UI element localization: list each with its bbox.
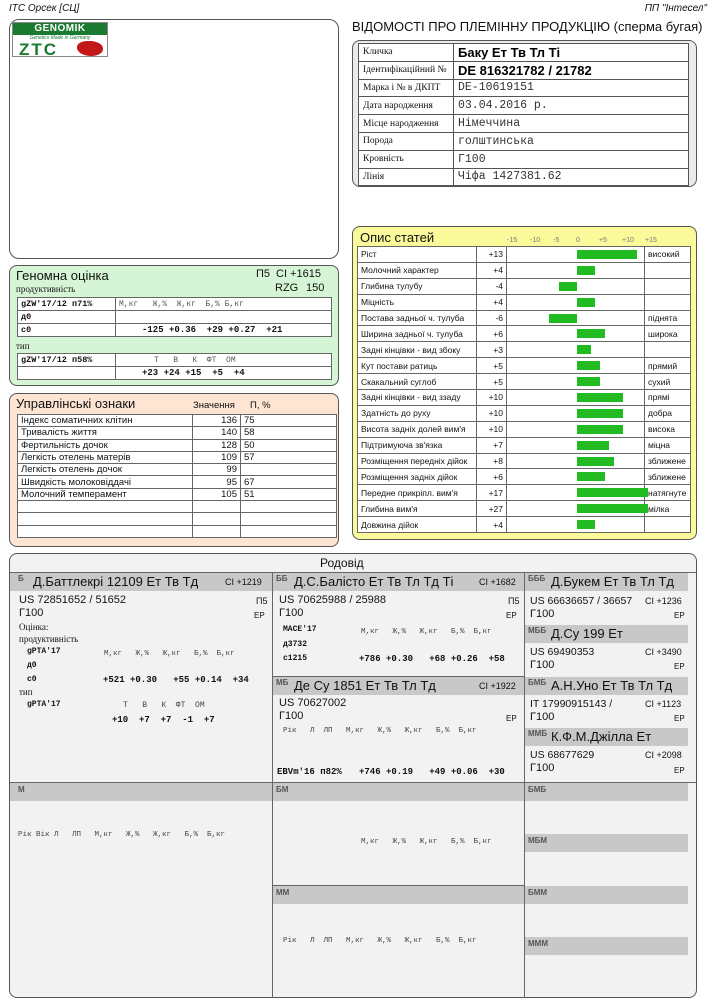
trait-bar (577, 457, 614, 466)
identity-key: Дата народження (359, 97, 454, 115)
genomik-logo (12, 22, 108, 57)
trait-bar (559, 282, 577, 291)
management-col-value: Значення (193, 400, 235, 411)
management-name (18, 513, 193, 525)
bmb-id: IT 17990915143 / (530, 698, 613, 710)
bb-code: MACE'17 (283, 625, 317, 634)
management-row (18, 451, 337, 463)
trait-name: Кут постави ратиць (358, 358, 477, 374)
b-tvalues: +10 +7 +7 -1 +7 (112, 715, 215, 725)
management-name: Фертильність дочок (18, 439, 193, 451)
trait-label: піднята (645, 310, 691, 326)
genomic-prod-label: продуктивність (16, 284, 76, 294)
trait-value: +13 (477, 247, 507, 263)
mb-id: US 70627002 (279, 697, 347, 709)
logo-brand: GENOMIK (13, 23, 107, 35)
trait-value: +10 (477, 390, 507, 406)
b-p5: П5 (256, 596, 268, 606)
management-percent: 51 (241, 488, 337, 500)
genomic-rzg-value: 150 (306, 282, 325, 294)
trait-row (358, 262, 691, 278)
bb-cols: М,кг Ж,% Ж,кг Б,% Б,кг (361, 628, 492, 636)
bb-ep: ЕР (506, 611, 517, 620)
management-row (18, 525, 337, 537)
trait-bar (577, 441, 609, 450)
trait-row (358, 294, 691, 310)
management-percent: 67 (241, 476, 337, 488)
pedigree-title: Родовід (320, 556, 364, 570)
management-value: 105 (193, 488, 241, 500)
management-row (18, 476, 337, 488)
management-col-percent: П, % (250, 400, 271, 411)
header-left: ITC Орсек [СЦ] (9, 3, 80, 14)
trait-bar (577, 298, 595, 307)
trait-value: +7 (477, 437, 507, 453)
trait-value: -6 (477, 310, 507, 326)
genomic-type-label: тип (16, 341, 30, 351)
bmb-ep: ЕР (674, 714, 685, 723)
trait-label: зближене (645, 453, 691, 469)
trait-name: Передне прикріпл. вим'я (358, 485, 477, 501)
bmb-ci: CI +1123 (645, 699, 682, 709)
trait-row (358, 342, 691, 358)
trait-label: широка (645, 326, 691, 342)
mmm-tag: МММ (528, 939, 548, 948)
b-tag: Б (18, 574, 24, 583)
trait-bar (577, 488, 648, 497)
trait-row (358, 278, 691, 294)
trait-name: Задні кінцівки - вид ззаду (358, 390, 477, 406)
trait-name: Ширина задньої ч. тулуба (358, 326, 477, 342)
trait-value: +10 (477, 421, 507, 437)
management-value: 140 (193, 427, 241, 439)
trait-row (358, 374, 691, 390)
trait-name: Розміщення задніх дійок (358, 469, 477, 485)
trait-row (358, 421, 691, 437)
trait-bar (577, 329, 605, 338)
scale-tick: +5 (599, 237, 607, 244)
management-value (193, 501, 241, 513)
mm-tag: ММ (276, 888, 290, 897)
mb-cols: Рік Л ЛП М,кг Ж,% Ж,кг Б,% Б,кг (283, 727, 477, 735)
management-percent (241, 525, 337, 537)
trait-value: +5 (477, 358, 507, 374)
management-name: Індекс соматичних клітин (18, 415, 193, 427)
genomic-type-table (17, 353, 332, 380)
trait-bar-cell (507, 358, 645, 374)
trait-row (358, 405, 691, 421)
management-name: Тривалість життя (18, 427, 193, 439)
genomic-c0-values: -125 +0.36 +29 +0.27 +21 (116, 324, 332, 337)
bb-d: д3732 (283, 640, 308, 649)
trait-value: +4 (477, 262, 507, 278)
trait-label: натягнуте (645, 485, 691, 501)
mmb-name: К.Ф.М.Джілла Ет (551, 729, 652, 744)
mb-values: +746 +0.19 +49 +0.06 +30 (359, 767, 505, 777)
trait-bar-cell (507, 294, 645, 310)
b-ci: CI +1219 (225, 577, 262, 587)
trait-bar (577, 425, 623, 434)
mmb-id: US 68677629 (530, 749, 595, 761)
management-table (17, 414, 337, 538)
trait-value: +17 (477, 485, 507, 501)
bb-blood: Г100 (279, 607, 304, 619)
b-blood: Г100 (19, 607, 44, 619)
band-m (10, 783, 272, 801)
trait-bar-cell (507, 278, 645, 294)
scale-tick: -15 (507, 237, 518, 244)
band-bmb2 (525, 783, 688, 801)
identity-value: DE-10619151 (454, 79, 689, 97)
trait-value: +6 (477, 326, 507, 342)
trait-bar (577, 250, 637, 259)
trait-row (358, 469, 691, 485)
management-name (18, 501, 193, 513)
band-bm (273, 783, 524, 801)
pedigree-box (9, 553, 697, 998)
trait-name: Задні кінцівки - вид збоку (358, 342, 477, 358)
header-right: ПП "Інтесел" (644, 3, 707, 14)
trait-bar (549, 314, 577, 323)
bbb-name: Д.Букем Ет Тв Тл Тд (551, 574, 674, 589)
band-bmm (525, 886, 688, 904)
trait-name: Скакальний суглоб (358, 374, 477, 390)
b-tcode: gPTA'17 (27, 700, 61, 709)
trait-row (358, 310, 691, 326)
trait-name: Здатність до руху (358, 405, 477, 421)
trait-bar-cell (507, 501, 645, 517)
m-cols: Рік Вік Л ЛП М,кг Ж,% Ж,кг Б,% Б,кг (18, 831, 226, 839)
identity-key: Марка і № в ДКПТ (359, 79, 454, 97)
identity-key: Порода (359, 132, 454, 150)
trait-label (645, 342, 691, 358)
trait-label: зближене (645, 469, 691, 485)
traits-table (357, 246, 691, 533)
trait-bar-cell (507, 326, 645, 342)
trait-bar (577, 345, 591, 354)
mm-cols: Рік Л ЛП М,кг Ж,% Ж,кг Б,% Б,кг (283, 937, 477, 945)
bb-c: с1215 (283, 654, 308, 663)
band-mmm (525, 937, 688, 955)
b-type: тип (19, 687, 33, 697)
b-c0: с0 (27, 675, 37, 684)
management-name (18, 525, 193, 537)
trait-row (358, 437, 691, 453)
trait-name: Молочний характер (358, 262, 477, 278)
bb-values: +786 +0.30 +68 +0.26 +58 (359, 654, 505, 664)
identity-value: 03.04.2016 р. (454, 97, 689, 115)
mmb-blood: Г100 (530, 762, 555, 774)
bb-p5: П5 (508, 596, 520, 606)
bmb2-tag: БМБ (528, 785, 547, 794)
band-mbm (525, 834, 688, 852)
bbb-ci: CI +1236 (645, 596, 682, 606)
trait-row (358, 453, 691, 469)
mmb-tag: ММБ (528, 729, 548, 738)
management-value: 99 (193, 464, 241, 476)
bmb-blood: Г100 (530, 711, 555, 723)
bbb-id: US 66636657 / 36657 (530, 595, 633, 607)
bmm-tag: БММ (528, 888, 548, 897)
identity-value: Г100 (454, 150, 689, 168)
management-percent (241, 513, 337, 525)
trait-label: високий (645, 247, 691, 263)
scale-tick: +15 (645, 237, 657, 244)
identity-table (358, 43, 689, 186)
bb-id: US 70625988 / 25988 (279, 594, 387, 606)
genomic-d0: д0 (18, 311, 116, 324)
trait-row (358, 485, 691, 501)
trait-bar-cell (507, 453, 645, 469)
management-row (18, 427, 337, 439)
management-percent: 75 (241, 415, 337, 427)
trait-name: Довжина дійок (358, 517, 477, 533)
trait-value: +4 (477, 517, 507, 533)
identity-row (359, 97, 689, 115)
bb-ci: CI +1682 (479, 577, 516, 587)
management-row (18, 464, 337, 476)
management-percent: 50 (241, 439, 337, 451)
management-row (18, 488, 337, 500)
trait-name: Міцність (358, 294, 477, 310)
identity-row (359, 61, 689, 79)
trait-bar-cell (507, 342, 645, 358)
mbb-blood: Г100 (530, 659, 555, 671)
management-percent: 57 (241, 451, 337, 463)
trait-row (358, 358, 691, 374)
trait-bar-cell (507, 405, 645, 421)
management-row (18, 415, 337, 427)
scale-tick: -10 (530, 237, 541, 244)
genomic-type-cols: Т В К ФТ ОМ (116, 354, 332, 367)
management-percent (241, 501, 337, 513)
trait-value: +4 (477, 294, 507, 310)
mb-ci: CI +1922 (479, 681, 516, 691)
trait-bar-cell (507, 517, 645, 533)
bmb-tag: БМБ (528, 678, 547, 687)
trait-bar (577, 393, 623, 402)
mmb-ep: ЕР (674, 766, 685, 775)
identity-row (359, 132, 689, 150)
trait-row (358, 390, 691, 406)
trait-value: +27 (477, 501, 507, 517)
mbm-tag: МБМ (528, 836, 548, 845)
management-name: Легкість отелень матерів (18, 451, 193, 463)
trait-value: +6 (477, 469, 507, 485)
management-value: 95 (193, 476, 241, 488)
genomic-prod-cols: М,кг Ж,% Ж,кг Б,% Б,кг (116, 298, 332, 311)
trait-name: Висота задніх долей вим'я (358, 421, 477, 437)
bm-cols: М,кг Ж,% Ж,кг Б,% Б,кг (361, 838, 492, 846)
management-percent: 58 (241, 427, 337, 439)
genomic-title: Геномна оцінка (16, 268, 109, 283)
genomic-type-head: gZW'17/12 п58% (18, 354, 116, 367)
identity-row (359, 150, 689, 168)
b-d0: д0 (27, 661, 37, 670)
management-name: Швидкість молоковіддачі (18, 476, 193, 488)
germany-map-icon (77, 41, 103, 56)
traits-title: Опис статей (360, 230, 435, 245)
identity-row (359, 79, 689, 97)
identity-value: Німеччина (454, 115, 689, 133)
trait-bar (577, 361, 600, 370)
identity-row (359, 44, 689, 62)
management-percent (241, 464, 337, 476)
mb-code: EBVm'16 п82% (277, 767, 342, 777)
identity-key: Ідентифікаційний № (359, 61, 454, 79)
trait-label: прямий (645, 358, 691, 374)
trait-label: сухий (645, 374, 691, 390)
page-title: ВІДОМОСТІ ПРО ПЛЕМІННУ ПРОДУКЦІЮ (сперма бугая) (352, 19, 703, 34)
trait-bar (577, 377, 600, 386)
trait-bar-cell (507, 469, 645, 485)
genomic-rzg: RZG (275, 282, 299, 294)
identity-key: Кровність (359, 150, 454, 168)
trait-value: -4 (477, 278, 507, 294)
trait-name: Глибина тулубу (358, 278, 477, 294)
logo-mark: ZTC (19, 40, 59, 59)
genomic-type-values: +23 +24 +15 +5 +4 (116, 367, 332, 380)
management-value (193, 513, 241, 525)
b-name: Д.Баттлекрі 12109 Ет Тв Тд (33, 574, 199, 589)
trait-label: мілка (645, 501, 691, 517)
identity-value: голштинська (454, 132, 689, 150)
trait-row (358, 501, 691, 517)
trait-name: Глибина вим'я (358, 501, 477, 517)
bb-name: Д.С.Балісто Ет Тв Тл Тд Ті (294, 574, 454, 589)
trait-bar (577, 266, 595, 275)
mb-blood: Г100 (279, 710, 304, 722)
m-tag: М (18, 785, 25, 794)
trait-bar-cell (507, 262, 645, 278)
trait-bar (577, 409, 623, 418)
b-c0-values: +521 +0.30 +55 +0.14 +34 (103, 675, 249, 685)
b-ep: ЕР (254, 611, 265, 620)
b-id: US 72851652 / 51652 (19, 594, 127, 606)
trait-label (645, 278, 691, 294)
genomic-prod-head: gZW'17/12 п71% (18, 298, 116, 311)
genomic-ci: CI +1615 (276, 268, 321, 280)
scale-tick: 0 (576, 237, 580, 244)
b-tcols: Т В К ФТ ОМ (123, 701, 205, 710)
trait-bar-cell (507, 485, 645, 501)
bbb-blood: Г100 (530, 608, 555, 620)
identity-row (359, 168, 689, 186)
genomic-p5: П5 (256, 268, 271, 280)
trait-bar-cell (507, 374, 645, 390)
identity-key: Місце народження (359, 115, 454, 133)
trait-bar-cell (507, 437, 645, 453)
management-name: Молочний темперамент (18, 488, 193, 500)
management-title: Управлінські ознаки (16, 396, 136, 411)
trait-bar (577, 472, 605, 481)
mbb-ci: CI +3490 (645, 647, 682, 657)
identity-key: Кличка (359, 44, 454, 62)
management-value: 109 (193, 451, 241, 463)
b-pcode: gPTA'17 (27, 647, 61, 656)
trait-label (645, 294, 691, 310)
bm-tag: БМ (276, 785, 289, 794)
trait-value: +5 (477, 374, 507, 390)
identity-row (359, 115, 689, 133)
trait-name: Постава задньої ч. тулуба (358, 310, 477, 326)
bmb-name: А.Н.Уно Ет Тв Тл Тд (551, 678, 673, 693)
bbb-tag: БББ (528, 574, 546, 583)
trait-bar-cell (507, 390, 645, 406)
mbb-name: Д.Су 199 Ет (551, 626, 623, 641)
management-row (18, 513, 337, 525)
identity-value: Чіфа 1427381.62 (454, 168, 689, 186)
mb-name: Де Су 1851 Ет Тв Тл Тд (294, 678, 436, 693)
bb-tag: ББ (276, 574, 288, 583)
management-name: Легкість отелень дочок (18, 464, 193, 476)
b-prod: продуктивність (19, 634, 79, 644)
bbb-ep: ЕР (674, 611, 685, 620)
band-mm (273, 886, 524, 904)
trait-value: +10 (477, 405, 507, 421)
trait-bar (577, 504, 648, 513)
management-value: 136 (193, 415, 241, 427)
scale-tick: -5 (553, 237, 560, 244)
mb-tag: МБ (276, 678, 289, 687)
mbb-tag: МББ (528, 626, 547, 635)
trait-label (645, 517, 691, 533)
b-eval: Оцінка: (19, 622, 49, 632)
management-value (193, 525, 241, 537)
trait-name: Ріст (358, 247, 477, 263)
trait-row (358, 326, 691, 342)
b-pcols: М,кг Ж,% Ж,кг Б,% Б,кг (104, 650, 235, 658)
trait-name: Розміщення передніх дійок (358, 453, 477, 469)
scale-tick: +10 (622, 237, 634, 244)
genomic-prod-table (17, 297, 332, 337)
trait-label: прямі (645, 390, 691, 406)
trait-value: +8 (477, 453, 507, 469)
trait-label (645, 262, 691, 278)
trait-label: добра (645, 405, 691, 421)
trait-row (358, 247, 691, 263)
management-row (18, 439, 337, 451)
identity-value: DE 816321782 / 21782 (454, 61, 689, 79)
trait-bar-cell (507, 421, 645, 437)
trait-value: +3 (477, 342, 507, 358)
mbb-id: US 69490353 (530, 646, 595, 658)
trait-name: Підтримуюча зв'язка (358, 437, 477, 453)
trait-bar-cell (507, 247, 645, 263)
logo-sub: Genetics Made in Germany (29, 35, 91, 41)
mbb-ep: ЕР (674, 662, 685, 671)
trait-label: висока (645, 421, 691, 437)
trait-label: міцна (645, 437, 691, 453)
identity-value: Баку Ет Тв Тл Ті (454, 44, 689, 62)
trait-bar (577, 520, 595, 529)
mmb-ci: CI +2098 (645, 750, 682, 760)
management-value: 128 (193, 439, 241, 451)
trait-bar-cell (507, 310, 645, 326)
trait-row (358, 517, 691, 533)
mb-ep: ЕР (506, 714, 517, 723)
genomic-c0: с0 (18, 324, 116, 337)
management-row (18, 501, 337, 513)
identity-key: Лінія (359, 168, 454, 186)
